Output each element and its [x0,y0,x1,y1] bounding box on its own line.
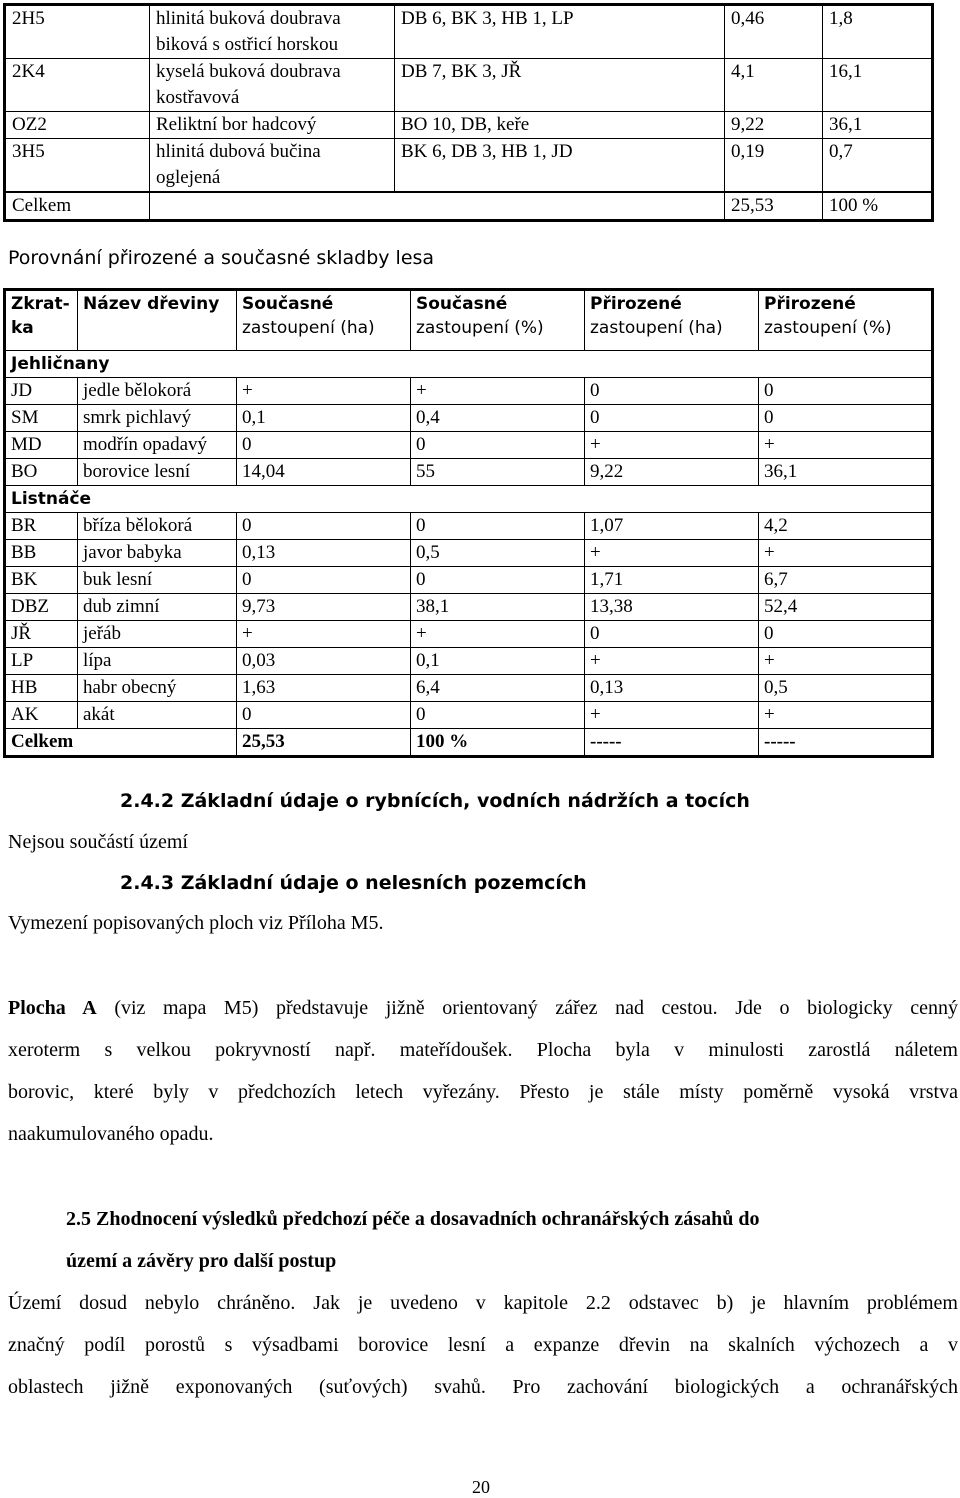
table-row [5,540,933,567]
current-pct: 55 [411,459,585,486]
species-composition-table [3,288,934,758]
current-ha: 0,1 [237,405,411,432]
type-name: hlinitá dubová bučina oglejená [150,139,395,193]
group-row [5,486,933,513]
paragraph-line: borovic, které byly v předchozích letech vyřezány. Přesto je stále místy poměrně vysoká vrstva [8,1081,958,1103]
species-code: JŘ [5,621,78,648]
table-row [5,59,933,112]
total-blank [150,192,725,221]
natural-pct: 0 [759,405,933,432]
natural-pct: 6,7 [759,567,933,594]
current-ha: 14,04 [237,459,411,486]
header-code: Zkrat- ka [5,290,78,351]
natural-ha: 1,71 [585,567,759,594]
paragraph-line: Plocha A (viz mapa M5) představuje jižně orientovaný zářez nad cestou. Jde o biologicky cenný [8,997,958,1019]
natural-pct: + [759,648,933,675]
species-name: jedle bělokorá [78,378,237,405]
current-ha: 0 [237,567,411,594]
table-row [5,621,933,648]
type-percent: 1,8 [823,5,933,59]
current-pct: 0,1 [411,648,585,675]
header-natural-ha: Přirozené zastoupení (ha) [585,290,759,351]
natural-pct: + [759,432,933,459]
natural-ha: 0 [585,378,759,405]
species-code: HB [5,675,78,702]
paragraph-line: značný podíl porostů s výsadbami borovice lesní a expanze dřevin na skalních výchozech a v [8,1334,958,1356]
natural-pct: + [759,702,933,729]
current-ha: 0,03 [237,648,411,675]
table-row [5,648,933,675]
species-code: JD [5,378,78,405]
current-pct: + [411,378,585,405]
group-label-conifers: Jehličnany [5,351,933,378]
current-ha: 0,13 [237,540,411,567]
type-percent: 0,7 [823,139,933,193]
table-row [5,675,933,702]
type-composition: BK 6, DB 3, HB 1, JD [395,139,725,193]
natural-ha: 9,22 [585,459,759,486]
section-25-paragraph [8,1282,958,1408]
paragraph-line: xeroterm s velkou pokryvností např. mateřídoušek. Plocha byla v minulosti zarostlá náletem [8,1039,958,1061]
table-row [5,112,933,139]
conifers-rows [5,378,933,486]
section-heading-243: 2.4.3 Základní údaje o nelesních pozemcích [120,872,587,894]
type-percent: 36,1 [823,112,933,139]
table-row [5,702,933,729]
type-area: 9,22 [725,112,823,139]
type-name: Reliktní bor hadcový [150,112,395,139]
species-name: smrk pichlavý [78,405,237,432]
table-row [5,405,933,432]
type-area: 4,1 [725,59,823,112]
species-code: DBZ [5,594,78,621]
total-label: Celkem [5,192,150,221]
current-ha: 0 [237,432,411,459]
paragraph-line: naakumulovaného opadu. [8,1123,214,1145]
total-current-ha: 25,53 [237,729,411,757]
type-code: 2K4 [5,59,150,112]
type-code: 2H5 [5,5,150,59]
broadleaves-rows [5,513,933,729]
species-name: buk lesní [78,567,237,594]
table-row [5,513,933,540]
species-name: modřín opadavý [78,432,237,459]
species-name: akát [78,702,237,729]
current-pct: + [411,621,585,648]
natural-pct: + [759,540,933,567]
current-pct: 0 [411,702,585,729]
species-code: BR [5,513,78,540]
natural-pct: 0,5 [759,675,933,702]
current-ha: + [237,621,411,648]
species-code: LP [5,648,78,675]
total-row [5,192,933,221]
section-heading-25: 2.5 Zhodnocení výsledků předchozí péče a dosavadních ochranářských zásahů do [66,1208,760,1230]
type-composition: DB 7, BK 3, JŘ [395,59,725,112]
species-name: dub zimní [78,594,237,621]
type-name: hlinitá buková doubrava biková s ostřicí horskou [150,5,395,59]
table-row [5,378,933,405]
species-name: bříza bělokorá [78,513,237,540]
current-pct: 38,1 [411,594,585,621]
type-percent: 16,1 [823,59,933,112]
current-ha: 0 [237,702,411,729]
paragraph-line: Území dosud nebylo chráněno. Jak je uvedeno v kapitole 2.2 odstavec b) je hlavním problémem [8,1292,958,1314]
page-number: 20 [472,1477,490,1497]
natural-ha: 0 [585,405,759,432]
species-name: borovice lesní [78,459,237,486]
type-composition: DB 6, BK 3, HB 1, LP [395,5,725,59]
current-ha: 9,73 [237,594,411,621]
header-natural-pct: Přirozené zastoupení (%) [759,290,933,351]
current-ha: 1,63 [237,675,411,702]
current-pct: 0 [411,432,585,459]
species-code: BK [5,567,78,594]
natural-pct: 36,1 [759,459,933,486]
table-row [5,594,933,621]
type-area: 0,46 [725,5,823,59]
paragraph-line: oblastech jižně exponovaných (suťových) svahů. Pro zachování biologických a ochranářských [8,1376,958,1398]
species-name: javor babyka [78,540,237,567]
natural-pct: 4,2 [759,513,933,540]
total-label: Celkem [5,729,237,757]
species-code: BB [5,540,78,567]
table-row [5,5,933,59]
header-current-ha: Současné zastoupení (ha) [237,290,411,351]
section-text-243: Vymezení popisovaných ploch viz Příloha M5. [8,912,384,934]
table-row [5,139,933,193]
total-current-pct: 100 % [411,729,585,757]
header-current-pct: Současné zastoupení (%) [411,290,585,351]
current-pct: 6,4 [411,675,585,702]
total-row [5,729,933,757]
current-ha: + [237,378,411,405]
header-name: Název dřeviny [78,290,237,351]
natural-pct: 0 [759,378,933,405]
current-pct: 0,5 [411,540,585,567]
table-row [5,432,933,459]
species-code: AK [5,702,78,729]
natural-ha: + [585,540,759,567]
species-name: habr obecný [78,675,237,702]
species-name: lípa [78,648,237,675]
plocha-a-paragraph [8,987,958,1155]
section-heading-25-cont: území a závěry pro další postup [66,1250,337,1272]
type-code: OZ2 [5,112,150,139]
natural-ha: + [585,648,759,675]
current-ha: 0 [237,513,411,540]
current-pct: 0 [411,567,585,594]
current-pct: 0 [411,513,585,540]
forest-types-table [3,3,934,222]
natural-ha: + [585,702,759,729]
current-pct: 0,4 [411,405,585,432]
species-code: MD [5,432,78,459]
type-area: 0,19 [725,139,823,193]
table-caption: Porovnání přirozené a současné skladby lesa [8,247,435,269]
group-label-broadleaves: Listnáče [5,486,933,513]
section-heading-242: 2.4.2 Základní údaje o rybnících, vodních nádržích a tocích [120,790,750,812]
natural-ha: 0 [585,621,759,648]
type-composition: BO 10, DB, keře [395,112,725,139]
total-natural-pct: ----- [759,729,933,757]
species-code: BO [5,459,78,486]
type-name: kyselá buková doubrava kostřavová [150,59,395,112]
total-percent: 100 % [823,192,933,221]
natural-ha: + [585,432,759,459]
section-text-242: Nejsou součástí území [8,831,188,853]
natural-pct: 52,4 [759,594,933,621]
table-header-row [5,290,933,351]
species-name: jeřáb [78,621,237,648]
total-natural-ha: ----- [585,729,759,757]
total-area: 25,53 [725,192,823,221]
natural-pct: 0 [759,621,933,648]
natural-ha: 0,13 [585,675,759,702]
natural-ha: 1,07 [585,513,759,540]
type-code: 3H5 [5,139,150,193]
species-code: SM [5,405,78,432]
natural-ha: 13,38 [585,594,759,621]
table-row [5,567,933,594]
group-row [5,351,933,378]
table-row [5,459,933,486]
